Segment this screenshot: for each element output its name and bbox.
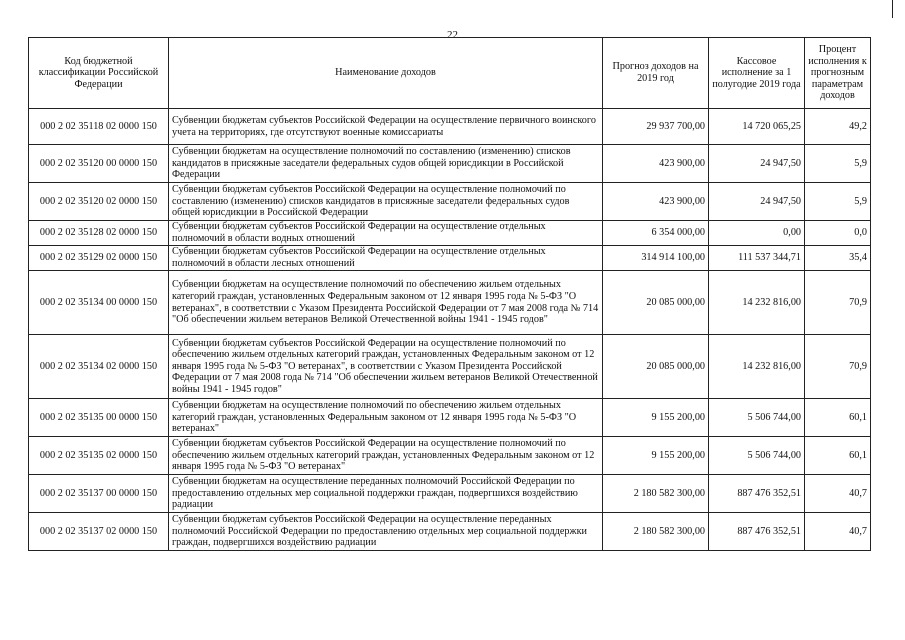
cell-forecast: 423 900,00 xyxy=(603,183,709,221)
cell-percent: 70,9 xyxy=(805,271,871,335)
table-body xyxy=(29,109,871,551)
header-name: Наименование доходов xyxy=(169,38,603,109)
cell-name: Субвенции бюджетам субъектов Российской Федерации на осуществление полномочий по обеспечению жильем отдельных категорий граждан, установленных Федеральным законом от 12 января 1995 года № 5-ФЗ "О ветеранах", в соответствии с Указом Президента Российской Федерации от 7 мая 2008 года № 714 "Об обеспечении жильем ветеранов Великой Отечественной войны 1941 - 1945 годов" xyxy=(169,335,603,399)
table-row xyxy=(29,437,871,475)
cell-name: Субвенции бюджетам субъектов Российской Федерации на осуществление полномочий по обеспечению жильем отдельных категорий граждан, установленных Федеральным законом от 12 января 1995 года № 5-ФЗ "О ветеранах" xyxy=(169,437,603,475)
cell-name: Субвенции бюджетам на осуществление переданных полномочий Российской Федерации по предоставлению отдельных мер социальной поддержки граждан, подвергшихся воздействию радиации xyxy=(169,475,603,513)
cell-code: 000 2 02 35134 00 0000 150 xyxy=(29,271,169,335)
header-percent: Процент исполнения к прогнозным параметрам доходов xyxy=(805,38,871,109)
cell-forecast: 29 937 700,00 xyxy=(603,109,709,145)
cell-forecast: 20 085 000,00 xyxy=(603,271,709,335)
cell-percent: 40,7 xyxy=(805,475,871,513)
cell-cash: 111 537 344,71 xyxy=(709,246,805,271)
cell-cash: 5 506 744,00 xyxy=(709,399,805,437)
cell-percent: 5,9 xyxy=(805,183,871,221)
cell-forecast: 9 155 200,00 xyxy=(603,399,709,437)
table-row xyxy=(29,271,871,335)
cell-name: Субвенции бюджетам субъектов Российской Федерации на осуществление полномочий по составлению (изменению) списков кандидатов в присяжные заседатели федеральных судов общей юрисдикции в Российской Федерации xyxy=(169,183,603,221)
cell-code: 000 2 02 35135 02 0000 150 xyxy=(29,437,169,475)
revenue-table xyxy=(28,37,871,551)
cell-forecast: 314 914 100,00 xyxy=(603,246,709,271)
cell-code: 000 2 02 35120 02 0000 150 xyxy=(29,183,169,221)
cell-code: 000 2 02 35128 02 0000 150 xyxy=(29,221,169,246)
table-row xyxy=(29,335,871,399)
header-forecast: Прогноз доходов на 2019 год xyxy=(603,38,709,109)
cell-code: 000 2 02 35135 00 0000 150 xyxy=(29,399,169,437)
header-cash: Кассовое исполнение за 1 полугодие 2019 года xyxy=(709,38,805,109)
cell-name: Субвенции бюджетам субъектов Российской Федерации на осуществление переданных полномочий Российской Федерации по предоставлению отдельных мер социальной поддержки граждан, подвергшихся воздействию радиации xyxy=(169,513,603,551)
cell-code: 000 2 02 35134 02 0000 150 xyxy=(29,335,169,399)
cell-code: 000 2 02 35129 02 0000 150 xyxy=(29,246,169,271)
cell-name: Субвенции бюджетам субъектов Российской Федерации на осуществление первичного воинского учета на территориях, где отсутствуют военные комиссариаты xyxy=(169,109,603,145)
table-row xyxy=(29,145,871,183)
page-number: 22 xyxy=(447,29,458,41)
table-row xyxy=(29,221,871,246)
cell-name: Субвенции бюджетам на осуществление полномочий по обеспечению жильем отдельных категорий граждан, установленных Федеральным законом от 12 января 1995 года № 5-ФЗ "О ветеранах", в соответствии с Указом Президента Российской Федерации от 7 мая 2008 года № 714 "Об обеспечении жильем ветеранов Великой Отечественной войны 1941 - 1945 годов" xyxy=(169,271,603,335)
cell-percent: 40,7 xyxy=(805,513,871,551)
scan-edge-mark xyxy=(892,0,893,18)
table-row xyxy=(29,475,871,513)
cell-name: Субвенции бюджетам на осуществление полномочий по обеспечению жильем отдельных категорий граждан, установленных Федеральным законом от 12 января 1995 года № 5-ФЗ "О ветеранах" xyxy=(169,399,603,437)
cell-name: Субвенции бюджетам на осуществление полномочий по составлению (изменению) списков кандидатов в присяжные заседатели федеральных судов общей юрисдикции в Российской Федерации xyxy=(169,145,603,183)
cell-forecast: 20 085 000,00 xyxy=(603,335,709,399)
cell-forecast: 6 354 000,00 xyxy=(603,221,709,246)
cell-percent: 5,9 xyxy=(805,145,871,183)
cell-name: Субвенции бюджетам субъектов Российской Федерации на осуществление отдельных полномочий в области водных отношений xyxy=(169,221,603,246)
cell-percent: 35,4 xyxy=(805,246,871,271)
cell-forecast: 423 900,00 xyxy=(603,145,709,183)
cell-percent: 70,9 xyxy=(805,335,871,399)
table-row xyxy=(29,183,871,221)
cell-forecast: 9 155 200,00 xyxy=(603,437,709,475)
cell-code: 000 2 02 35137 00 0000 150 xyxy=(29,475,169,513)
table-row xyxy=(29,246,871,271)
cell-cash: 24 947,50 xyxy=(709,145,805,183)
cell-forecast: 2 180 582 300,00 xyxy=(603,513,709,551)
cell-percent: 49,2 xyxy=(805,109,871,145)
cell-cash: 5 506 744,00 xyxy=(709,437,805,475)
cell-cash: 14 232 816,00 xyxy=(709,335,805,399)
header-code: Код бюджетной классификации Российской Федерации xyxy=(29,38,169,109)
cell-percent: 60,1 xyxy=(805,437,871,475)
cell-cash: 24 947,50 xyxy=(709,183,805,221)
table-row xyxy=(29,399,871,437)
cell-cash: 14 232 816,00 xyxy=(709,271,805,335)
table-row xyxy=(29,513,871,551)
cell-cash: 887 476 352,51 xyxy=(709,513,805,551)
cell-cash: 887 476 352,51 xyxy=(709,475,805,513)
cell-code: 000 2 02 35118 02 0000 150 xyxy=(29,109,169,145)
cell-percent: 60,1 xyxy=(805,399,871,437)
cell-cash: 0,00 xyxy=(709,221,805,246)
cell-code: 000 2 02 35137 02 0000 150 xyxy=(29,513,169,551)
cell-forecast: 2 180 582 300,00 xyxy=(603,475,709,513)
table-row xyxy=(29,109,871,145)
cell-percent: 0,0 xyxy=(805,221,871,246)
cell-cash: 14 720 065,25 xyxy=(709,109,805,145)
cell-code: 000 2 02 35120 00 0000 150 xyxy=(29,145,169,183)
table-header-row xyxy=(29,38,871,109)
cell-name: Субвенции бюджетам субъектов Российской Федерации на осуществление отдельных полномочий в области лесных отношений xyxy=(169,246,603,271)
